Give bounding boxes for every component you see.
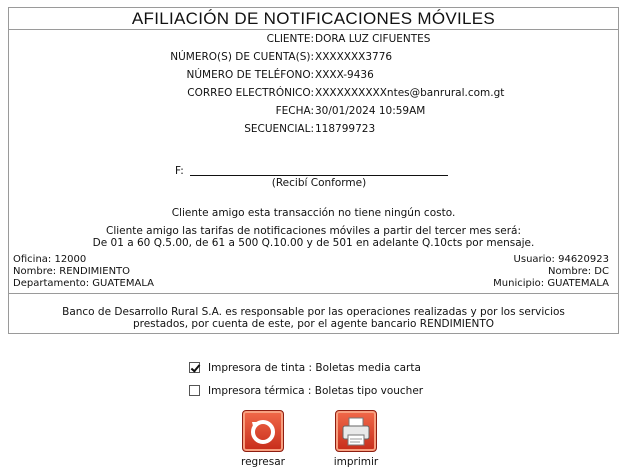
field-label: CLIENTE:	[266, 33, 314, 45]
field-label: NÚMERO DE TELÉFONO:	[186, 69, 314, 81]
inkjet-label: Impresora de tinta : Boletas media carta	[208, 362, 421, 374]
option-inkjet[interactable]	[189, 361, 421, 375]
back-icon	[242, 410, 284, 452]
field-cliente	[9, 32, 618, 46]
disclaimer-line-1: Banco de Desarrollo Rural S.A. es responsable por las operaciones realizadas y por los servicios	[62, 306, 565, 318]
thermal-checkbox[interactable]	[189, 385, 200, 396]
municipio-text: Municipio: GUATEMALA	[493, 278, 609, 289]
print-button[interactable]	[333, 410, 379, 468]
option-thermal[interactable]	[189, 384, 423, 398]
oficina-text: Oficina: 12000	[13, 254, 87, 265]
field-fecha	[9, 104, 618, 118]
printer-icon	[335, 410, 377, 452]
field-secuencial	[9, 122, 618, 136]
field-value: XXXXXXX3776	[315, 51, 393, 63]
field-telefono	[9, 68, 618, 82]
disclaimer-line-2: prestados, por cuenta de este, por el agente bancario RENDIMIENTO	[132, 318, 495, 330]
thermal-label: Impresora térmica : Boletas tipo voucher	[208, 385, 424, 397]
receipt-panel	[8, 7, 619, 334]
receipt-title: AFILIACIÓN DE NOTIFICACIONES MÓVILES	[9, 8, 618, 30]
field-value: XXXX-9436	[315, 69, 374, 81]
field-value: XXXXXXXXXXntes@banrural.com.gt	[315, 87, 505, 99]
field-value: DORA LUZ CIFUENTES	[315, 33, 431, 45]
back-label: regresar	[241, 456, 285, 468]
field-cuentas	[9, 50, 618, 64]
field-correo	[9, 86, 618, 100]
print-label: imprimir	[333, 456, 379, 468]
tariff-line-1: Cliente amigo las tarifas de notificaciones móviles a partir del tercer mes será:	[105, 225, 521, 237]
inkjet-checkbox[interactable]	[189, 362, 200, 373]
field-label: NÚMERO(S) DE CUENTA(S):	[170, 51, 314, 63]
tariff-line-2: De 01 a 60 Q.5.00, de 61 a 500 Q.10.00 y de 501 en adelante Q.10cts por mensaje.	[92, 237, 535, 249]
no-cost-text: Cliente amigo esta transacción no tiene ningún costo.	[171, 207, 456, 219]
signature-prefix: F:	[175, 165, 184, 177]
field-value: 30/01/2024 10:59AM	[315, 105, 426, 117]
departamento-text: Departamento: GUATEMALA	[13, 278, 154, 289]
field-value: 118799723	[315, 123, 376, 135]
divider	[9, 293, 618, 294]
agente-nombre-text: Nombre: RENDIMIENTO	[13, 266, 131, 277]
signature-caption: (Recibí Conforme)	[271, 177, 367, 189]
signature-line	[190, 175, 448, 176]
field-label: SECUENCIAL:	[244, 123, 314, 135]
field-label: CORREO ELECTRÓNICO:	[187, 87, 314, 99]
field-label: FECHA:	[275, 105, 314, 117]
usuario-nombre-text: Nombre: DC	[548, 266, 609, 277]
back-button[interactable]	[240, 410, 286, 468]
usuario-text: Usuario: 94620923	[513, 254, 609, 265]
